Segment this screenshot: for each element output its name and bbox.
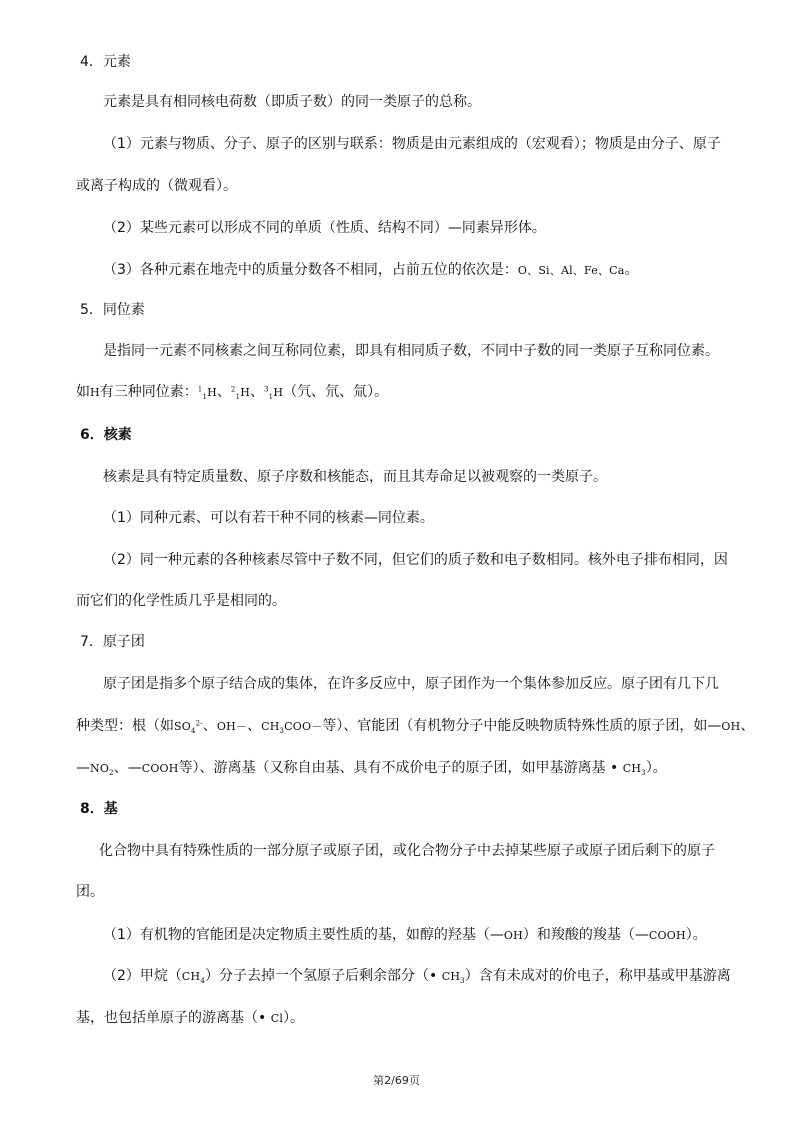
section-4-point-3-text: （3）各种元素在地壳中的质量分数各不相同，占前五位的依次是：	[103, 262, 518, 278]
section-6-title: 6．核素	[80, 427, 132, 443]
section-4-point-3-end: 。	[624, 262, 639, 278]
section-6-point-1: （1）同种元素、可以有若干种不同的核素—同位素。	[103, 510, 434, 526]
section-8-point-1: （1）有机物的官能团是决定物质主要性质的基，如醇的羟基（—OH）和羧酸的羧基（—COOH）。	[103, 927, 707, 943]
carboxyl-formula: COOH	[648, 929, 686, 942]
section-7-line-1: 原子团是指多个原子结合成的集体，在许多反应中，原子团作为一个集体参加反应。原子团有几下几	[103, 676, 719, 692]
protium-notation: $^1_1$H	[197, 385, 217, 402]
section-7-line-2: 种类型：根（如$SO_4^{2-}$、OH－、$CH_3COO-$等）、官能团（有机物分子中能反映物质特殊性质的原子团，如—OH、	[76, 718, 755, 736]
element-list: O、Si、Al、Fe、Ca	[517, 264, 625, 277]
methyl-formula: $CH_3$	[441, 970, 465, 986]
carboxyl-formula: COOH	[141, 762, 179, 775]
section-5-definition: 是指同一元素不同核素之间互称同位素，即具有相同质子数，不同中子数的同一类原子互称同位素。	[103, 343, 719, 359]
section-6-point-2-line-2: 而它们的化学性质几乎是相同的。	[76, 593, 286, 609]
section-4-point-2: （2）某些元素可以形成不同的单质（性质、结构不同）—同素异形体。	[103, 220, 546, 236]
section-4-point-3	[103, 260, 793, 281]
section-5-example: 如H有三种同位素：$^1_1$H、$^2_1$H、$^3_1$H（氕、氘、氚）。	[76, 384, 389, 402]
hydroxyl-formula: OH	[503, 929, 523, 942]
deuterium-notation: $^2_1$H	[230, 385, 251, 402]
section-8-point-2-line-2: 基，也包括单原子的游离基（• Cl）。	[76, 1010, 305, 1026]
example-mid: 有三种同位素：	[99, 384, 198, 400]
section-6-point-2-line-1: （2）同一种元素的各种核素尽管中子数不同，但它们的质子数和电子数相同。核外电子排布相同，因	[103, 552, 728, 568]
isotope-names: （氕、氘、氚）。	[283, 384, 389, 400]
methane-formula: $CH_4$	[181, 970, 205, 986]
section-4-definition: 元素是具有相同核电荷数（即质子数）的同一类原子的总称。	[103, 94, 481, 110]
methyl-formula: $CH_3$	[622, 762, 646, 778]
page-number: 第2/69页	[373, 1074, 420, 1087]
section-7-line-3: $—NO_2$、—COOH等）、游离基（又称自由基、具有不成价电子的原子团，如甲基游离基 • $CH_3$）。	[76, 760, 667, 778]
section-4-title: 4．元素	[80, 54, 131, 70]
sulfate-formula: $SO_4^{2-}$	[174, 719, 203, 736]
section-7-title: 7．原子团	[80, 634, 145, 650]
section-6-definition: 核素是具有特定质量数、原子序数和核能态，而且其寿命足以被观察的一类原子。	[103, 469, 607, 485]
chlorine-formula: Cl	[270, 1012, 284, 1025]
hydroxide-formula: OH－	[216, 720, 248, 733]
nitro-formula: $NO_2$	[90, 762, 114, 778]
section-5-title: 5．同位素	[80, 302, 145, 318]
tritium-notation: $^3_1$H	[264, 385, 284, 402]
section-8-definition-line-2: 团。	[76, 884, 104, 900]
section-4-point-1-line-2: 或离子构成的（微观看）。	[76, 178, 237, 194]
section-8-definition-line-1: 化合物中具有特殊性质的一部分原子或原子团，或化合物分子中去掉某些原子或原子团后剩下的原子	[99, 843, 715, 859]
section-8-point-2-line-1: （2）甲烷$(CH_4)$分子去掉一个氢原子后剩余部分（• $CH_3$）含有未成对的价电子，称甲基或甲基游离	[103, 968, 731, 986]
section-8-title: 8．基	[80, 801, 118, 817]
hydrogen-symbol: H	[90, 386, 100, 399]
hydroxyl-formula: OH	[721, 720, 741, 733]
acetate-formula: $CH_3COO-$	[261, 720, 323, 736]
section-4-point-1-line-1: （1）元素与物质、分子、原子的区别与联系：物质是由元素组成的（宏观看）；物质是由分子、原子	[103, 136, 721, 152]
example-prefix: 如	[76, 384, 90, 400]
